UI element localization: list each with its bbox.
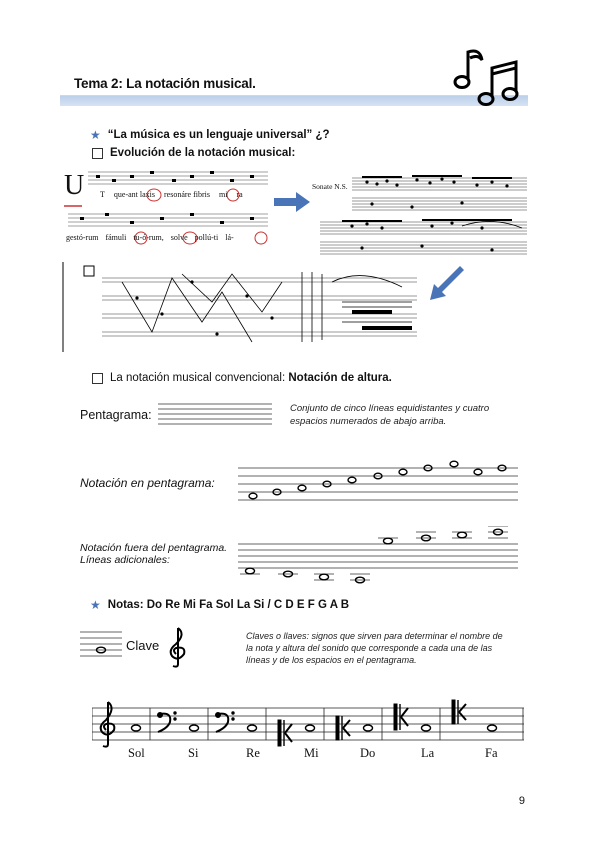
page-title: Tema 2: La notación musical. bbox=[74, 76, 256, 91]
lyric: tu-ó-rum, bbox=[133, 233, 164, 242]
clef-label: Clave bbox=[126, 638, 160, 653]
star-icon: ★ bbox=[90, 598, 101, 612]
lyric: resonáre fibris bbox=[164, 190, 210, 199]
gregorian-chant-image bbox=[60, 166, 272, 246]
star-icon: ★ bbox=[90, 128, 101, 142]
note-name: La bbox=[421, 746, 435, 760]
clef-note-names bbox=[92, 746, 524, 762]
arrow-right-icon bbox=[274, 192, 310, 212]
staff-description: Conjunto de cinco líneas equidistantes y cuatro espacios numerados de abajo arriba. bbox=[290, 403, 490, 427]
lyric: solve bbox=[170, 233, 188, 242]
lyric: mi bbox=[218, 190, 228, 199]
notes-heading bbox=[90, 598, 349, 612]
question-text: “La música es un lenguaje universal” ¿? bbox=[107, 129, 330, 141]
note-name: Re bbox=[246, 746, 260, 760]
music-notes-icon bbox=[452, 44, 524, 110]
contemporary-score-image bbox=[62, 262, 422, 352]
conventional-bold: Notación de altura. bbox=[288, 372, 392, 384]
baroque-score-image bbox=[312, 166, 532, 260]
baroque-label: Sonate N.S. bbox=[312, 182, 348, 191]
lyric: gestó-rum bbox=[66, 233, 99, 242]
conventional-heading bbox=[92, 372, 392, 384]
note-name: Mi bbox=[304, 746, 319, 760]
ledger-staff bbox=[238, 526, 518, 584]
note-name: Si bbox=[188, 746, 199, 760]
note-name: Do bbox=[360, 746, 376, 760]
arrow-down-left-icon bbox=[428, 266, 464, 302]
staff-label: Pentagrama: bbox=[80, 408, 152, 422]
notes-heading-text: Notas: Do Re Mi Fa Sol La Si / C D E F G A B bbox=[107, 599, 350, 611]
ledger-label-line1: Notación fuera del pentagrama. bbox=[80, 542, 228, 554]
lyric: lá- bbox=[225, 233, 234, 242]
gregorian-lyrics-line2 bbox=[66, 233, 234, 242]
conventional-heading-text bbox=[110, 372, 392, 384]
conventional-prefix: La notación musical convencional: bbox=[110, 372, 289, 384]
clef-examples-staff bbox=[92, 698, 524, 748]
checkbox-icon bbox=[92, 373, 103, 384]
on-staff-label: Notación en pentagrama: bbox=[80, 476, 215, 490]
lyric: T bbox=[100, 190, 105, 199]
note-name: Sol bbox=[128, 746, 145, 760]
lyric: pollú-ti bbox=[194, 233, 219, 242]
notes-on-staff bbox=[238, 460, 518, 504]
gregorian-lyrics-line1 bbox=[100, 190, 243, 199]
evolution-heading-text: Evolución de la notación musical: bbox=[110, 147, 296, 159]
ledger-label bbox=[80, 542, 227, 566]
checkbox-icon bbox=[92, 148, 103, 159]
lyric: ra bbox=[236, 190, 243, 199]
treble-clef-icon bbox=[166, 626, 188, 668]
question-line bbox=[90, 128, 330, 142]
page-number: 9 bbox=[518, 795, 525, 807]
note-name: Fa bbox=[485, 746, 498, 760]
empty-staff bbox=[158, 402, 272, 428]
gregorian-initial: U bbox=[64, 170, 85, 201]
lyric: fámuli bbox=[105, 233, 127, 242]
small-staff-with-note bbox=[80, 630, 122, 658]
lyric: que-ant laxis bbox=[113, 190, 155, 199]
clef-description: Claves o llaves: signos que sirven para determinar el nombre de la nota y altura del sonido que corresponde a cada una de las líneas y de los espacios en el pentagrama. bbox=[246, 631, 503, 665]
ledger-label-line2: Líneas adicionales: bbox=[80, 554, 170, 566]
evolution-heading bbox=[92, 147, 295, 159]
